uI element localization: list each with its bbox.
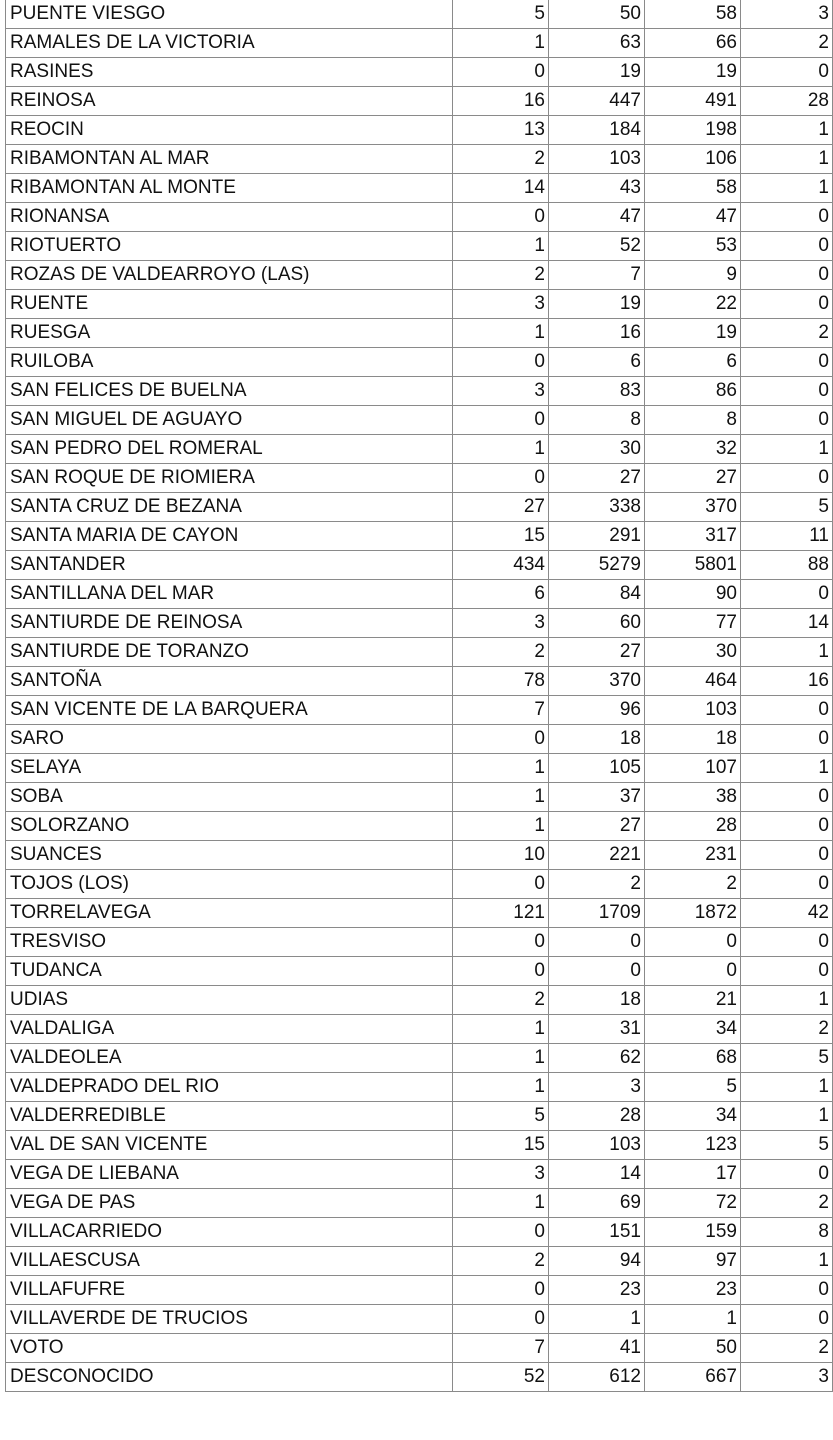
value-col-3-cell: 22: [645, 290, 741, 319]
value-col-1-cell: 434: [453, 551, 549, 580]
value-col-4-cell: 0: [741, 290, 833, 319]
value-col-2-cell: 50: [549, 0, 645, 29]
municipality-name-cell: VALDEPRADO DEL RIO: [6, 1073, 453, 1102]
value-col-3-cell: 34: [645, 1102, 741, 1131]
value-col-2-cell: 83: [549, 377, 645, 406]
municipality-name-cell: VILLAVERDE DE TRUCIOS: [6, 1305, 453, 1334]
value-col-2-cell: 37: [549, 783, 645, 812]
value-col-3-cell: 5: [645, 1073, 741, 1102]
municipality-name-cell: VOTO: [6, 1334, 453, 1363]
table-row: [6, 203, 833, 232]
value-col-2-cell: 30: [549, 435, 645, 464]
municipality-name-cell: RIBAMONTAN AL MAR: [6, 145, 453, 174]
value-col-1-cell: 6: [453, 580, 549, 609]
value-col-3-cell: 123: [645, 1131, 741, 1160]
value-col-2-cell: 0: [549, 928, 645, 957]
table-row: [6, 1102, 833, 1131]
municipality-name-cell: SANTIURDE DE REINOSA: [6, 609, 453, 638]
value-col-2-cell: 27: [549, 812, 645, 841]
value-col-4-cell: 8: [741, 1218, 833, 1247]
value-col-4-cell: 0: [741, 957, 833, 986]
table-row: [6, 493, 833, 522]
value-col-1-cell: 2: [453, 145, 549, 174]
value-col-3-cell: 5801: [645, 551, 741, 580]
value-col-1-cell: 1: [453, 1189, 549, 1218]
value-col-1-cell: 1: [453, 29, 549, 58]
value-col-4-cell: 0: [741, 928, 833, 957]
value-col-2-cell: 41: [549, 1334, 645, 1363]
municipality-name-cell: SANTANDER: [6, 551, 453, 580]
value-col-3-cell: 231: [645, 841, 741, 870]
table-row: [6, 1189, 833, 1218]
value-col-3-cell: 19: [645, 58, 741, 87]
value-col-3-cell: 66: [645, 29, 741, 58]
value-col-4-cell: 0: [741, 377, 833, 406]
value-col-4-cell: 14: [741, 609, 833, 638]
table-row: [6, 116, 833, 145]
value-col-4-cell: 16: [741, 667, 833, 696]
municipality-name-cell: SUANCES: [6, 841, 453, 870]
value-col-1-cell: 13: [453, 116, 549, 145]
value-col-3-cell: 491: [645, 87, 741, 116]
value-col-4-cell: 1: [741, 435, 833, 464]
value-col-3-cell: 103: [645, 696, 741, 725]
municipality-name-cell: RUENTE: [6, 290, 453, 319]
value-col-2-cell: 0: [549, 957, 645, 986]
value-col-2-cell: 28: [549, 1102, 645, 1131]
value-col-3-cell: 38: [645, 783, 741, 812]
value-col-2-cell: 69: [549, 1189, 645, 1218]
value-col-1-cell: 1: [453, 1015, 549, 1044]
value-col-4-cell: 5: [741, 1131, 833, 1160]
table-row: [6, 667, 833, 696]
value-col-2-cell: 221: [549, 841, 645, 870]
table-row: [6, 609, 833, 638]
value-col-2-cell: 14: [549, 1160, 645, 1189]
value-col-4-cell: 0: [741, 1305, 833, 1334]
table-row: [6, 725, 833, 754]
value-col-4-cell: 1: [741, 986, 833, 1015]
table-row: [6, 899, 833, 928]
value-col-4-cell: 0: [741, 203, 833, 232]
value-col-3-cell: 58: [645, 174, 741, 203]
value-col-4-cell: 2: [741, 1189, 833, 1218]
value-col-1-cell: 2: [453, 261, 549, 290]
value-col-4-cell: 0: [741, 261, 833, 290]
value-col-3-cell: 58: [645, 0, 741, 29]
municipality-name-cell: SARO: [6, 725, 453, 754]
table-row: [6, 1276, 833, 1305]
value-col-4-cell: 0: [741, 580, 833, 609]
table-row: [6, 377, 833, 406]
value-col-2-cell: 27: [549, 464, 645, 493]
municipality-name-cell: DESCONOCIDO: [6, 1363, 453, 1392]
value-col-4-cell: 0: [741, 870, 833, 899]
table-row: [6, 464, 833, 493]
value-col-4-cell: 0: [741, 783, 833, 812]
table-row: [6, 348, 833, 377]
value-col-4-cell: 1: [741, 1102, 833, 1131]
table-row: [6, 1073, 833, 1102]
value-col-2-cell: 94: [549, 1247, 645, 1276]
municipality-name-cell: VILLAFUFRE: [6, 1276, 453, 1305]
value-col-2-cell: 1709: [549, 899, 645, 928]
value-col-1-cell: 16: [453, 87, 549, 116]
value-col-1-cell: 1: [453, 435, 549, 464]
table-row: [6, 145, 833, 174]
municipality-name-cell: RUILOBA: [6, 348, 453, 377]
value-col-1-cell: 2: [453, 986, 549, 1015]
table-row: [6, 290, 833, 319]
municipality-name-cell: RASINES: [6, 58, 453, 87]
municipality-name-cell: VILLACARRIEDO: [6, 1218, 453, 1247]
municipality-name-cell: SAN FELICES DE BUELNA: [6, 377, 453, 406]
table-row: [6, 261, 833, 290]
value-col-1-cell: 27: [453, 493, 549, 522]
value-col-4-cell: 42: [741, 899, 833, 928]
value-col-4-cell: 1: [741, 638, 833, 667]
value-col-3-cell: 32: [645, 435, 741, 464]
value-col-1-cell: 0: [453, 1305, 549, 1334]
value-col-4-cell: 1: [741, 754, 833, 783]
value-col-4-cell: 2: [741, 29, 833, 58]
value-col-1-cell: 14: [453, 174, 549, 203]
table-row: [6, 1363, 833, 1392]
municipality-name-cell: PUENTE VIESGO: [6, 0, 453, 29]
value-col-2-cell: 447: [549, 87, 645, 116]
municipality-name-cell: RUESGA: [6, 319, 453, 348]
value-col-3-cell: 198: [645, 116, 741, 145]
table-body: [6, 0, 833, 1392]
value-col-4-cell: 0: [741, 406, 833, 435]
municipality-name-cell: SANTA MARIA DE CAYON: [6, 522, 453, 551]
value-col-1-cell: 3: [453, 1160, 549, 1189]
value-col-2-cell: 19: [549, 290, 645, 319]
table-row: [6, 1247, 833, 1276]
value-col-3-cell: 0: [645, 928, 741, 957]
municipality-name-cell: SOLORZANO: [6, 812, 453, 841]
value-col-2-cell: 151: [549, 1218, 645, 1247]
table-row: [6, 754, 833, 783]
municipality-name-cell: SAN MIGUEL DE AGUAYO: [6, 406, 453, 435]
value-col-2-cell: 31: [549, 1015, 645, 1044]
value-col-1-cell: 0: [453, 406, 549, 435]
value-col-4-cell: 5: [741, 493, 833, 522]
value-col-4-cell: 88: [741, 551, 833, 580]
value-col-4-cell: 0: [741, 232, 833, 261]
value-col-3-cell: 8: [645, 406, 741, 435]
value-col-2-cell: 27: [549, 638, 645, 667]
table-row: [6, 928, 833, 957]
table-row: [6, 1131, 833, 1160]
value-col-1-cell: 0: [453, 464, 549, 493]
value-col-1-cell: 2: [453, 638, 549, 667]
value-col-4-cell: 1: [741, 1073, 833, 1102]
municipality-name-cell: RAMALES DE LA VICTORIA: [6, 29, 453, 58]
table-row: [6, 87, 833, 116]
value-col-4-cell: 0: [741, 696, 833, 725]
municipality-name-cell: ROZAS DE VALDEARROYO (LAS): [6, 261, 453, 290]
value-col-2-cell: 43: [549, 174, 645, 203]
value-col-4-cell: 0: [741, 841, 833, 870]
value-col-1-cell: 7: [453, 696, 549, 725]
table-row: [6, 1015, 833, 1044]
value-col-1-cell: 15: [453, 1131, 549, 1160]
value-col-4-cell: 0: [741, 1160, 833, 1189]
value-col-3-cell: 370: [645, 493, 741, 522]
value-col-1-cell: 0: [453, 1218, 549, 1247]
value-col-3-cell: 107: [645, 754, 741, 783]
table-row: [6, 1044, 833, 1073]
table-row: [6, 0, 833, 29]
value-col-2-cell: 62: [549, 1044, 645, 1073]
value-col-2-cell: 84: [549, 580, 645, 609]
municipality-name-cell: VALDALIGA: [6, 1015, 453, 1044]
value-col-2-cell: 6: [549, 348, 645, 377]
value-col-4-cell: 1: [741, 174, 833, 203]
municipality-name-cell: SANTILLANA DEL MAR: [6, 580, 453, 609]
municipality-name-cell: TOJOS (LOS): [6, 870, 453, 899]
value-col-2-cell: 96: [549, 696, 645, 725]
value-col-3-cell: 18: [645, 725, 741, 754]
municipality-name-cell: VALDEOLEA: [6, 1044, 453, 1073]
value-col-1-cell: 5: [453, 1102, 549, 1131]
municipality-name-cell: SANTOÑA: [6, 667, 453, 696]
value-col-1-cell: 3: [453, 609, 549, 638]
value-col-3-cell: 19: [645, 319, 741, 348]
municipality-name-cell: SANTA CRUZ DE BEZANA: [6, 493, 453, 522]
table-row: [6, 551, 833, 580]
table-row: [6, 1305, 833, 1334]
value-col-4-cell: 28: [741, 87, 833, 116]
municipality-name-cell: VEGA DE LIEBANA: [6, 1160, 453, 1189]
table-row: [6, 232, 833, 261]
table-row: [6, 1334, 833, 1363]
value-col-4-cell: 2: [741, 319, 833, 348]
value-col-3-cell: 0: [645, 957, 741, 986]
value-col-1-cell: 1: [453, 232, 549, 261]
municipality-data-table: [5, 0, 833, 1392]
value-col-2-cell: 7: [549, 261, 645, 290]
value-col-1-cell: 1: [453, 754, 549, 783]
value-col-1-cell: 1: [453, 783, 549, 812]
table-row: [6, 841, 833, 870]
value-col-2-cell: 1: [549, 1305, 645, 1334]
value-col-1-cell: 121: [453, 899, 549, 928]
value-col-4-cell: 0: [741, 348, 833, 377]
value-col-2-cell: 291: [549, 522, 645, 551]
value-col-4-cell: 0: [741, 725, 833, 754]
value-col-2-cell: 184: [549, 116, 645, 145]
value-col-2-cell: 16: [549, 319, 645, 348]
value-col-3-cell: 106: [645, 145, 741, 174]
table-row: [6, 522, 833, 551]
value-col-4-cell: 2: [741, 1334, 833, 1363]
value-col-3-cell: 17: [645, 1160, 741, 1189]
value-col-4-cell: 1: [741, 1247, 833, 1276]
value-col-3-cell: 21: [645, 986, 741, 1015]
value-col-2-cell: 19: [549, 58, 645, 87]
value-col-2-cell: 105: [549, 754, 645, 783]
value-col-3-cell: 90: [645, 580, 741, 609]
value-col-3-cell: 86: [645, 377, 741, 406]
value-col-4-cell: 11: [741, 522, 833, 551]
municipality-name-cell: SANTIURDE DE TORANZO: [6, 638, 453, 667]
value-col-1-cell: 78: [453, 667, 549, 696]
value-col-2-cell: 3: [549, 1073, 645, 1102]
table-row: [6, 783, 833, 812]
value-col-3-cell: 72: [645, 1189, 741, 1218]
value-col-4-cell: 2: [741, 1015, 833, 1044]
table-row: [6, 1160, 833, 1189]
value-col-3-cell: 47: [645, 203, 741, 232]
table-row: [6, 319, 833, 348]
municipality-name-cell: RIBAMONTAN AL MONTE: [6, 174, 453, 203]
value-col-2-cell: 63: [549, 29, 645, 58]
municipality-name-cell: SAN PEDRO DEL ROMERAL: [6, 435, 453, 464]
table-row: [6, 174, 833, 203]
value-col-3-cell: 50: [645, 1334, 741, 1363]
value-col-3-cell: 6: [645, 348, 741, 377]
value-col-1-cell: 1: [453, 812, 549, 841]
value-col-1-cell: 0: [453, 1276, 549, 1305]
municipality-name-cell: REOCIN: [6, 116, 453, 145]
value-col-3-cell: 1: [645, 1305, 741, 1334]
table-row: [6, 957, 833, 986]
municipality-name-cell: TUDANCA: [6, 957, 453, 986]
municipality-name-cell: UDIAS: [6, 986, 453, 1015]
value-col-3-cell: 68: [645, 1044, 741, 1073]
value-col-2-cell: 103: [549, 145, 645, 174]
value-col-3-cell: 2: [645, 870, 741, 899]
value-col-1-cell: 1: [453, 1044, 549, 1073]
municipality-name-cell: SAN VICENTE DE LA BARQUERA: [6, 696, 453, 725]
municipality-name-cell: VILLAESCUSA: [6, 1247, 453, 1276]
value-col-1-cell: 0: [453, 348, 549, 377]
table-row: [6, 406, 833, 435]
municipality-name-cell: RIONANSA: [6, 203, 453, 232]
value-col-2-cell: 5279: [549, 551, 645, 580]
value-col-1-cell: 2: [453, 1247, 549, 1276]
table-row: [6, 580, 833, 609]
municipality-name-cell: VEGA DE PAS: [6, 1189, 453, 1218]
value-col-1-cell: 3: [453, 290, 549, 319]
value-col-4-cell: 0: [741, 464, 833, 493]
value-col-4-cell: 0: [741, 812, 833, 841]
value-col-1-cell: 10: [453, 841, 549, 870]
value-col-3-cell: 9: [645, 261, 741, 290]
table-row: [6, 435, 833, 464]
table-row: [6, 696, 833, 725]
municipality-name-cell: RIOTUERTO: [6, 232, 453, 261]
value-col-1-cell: 1: [453, 1073, 549, 1102]
value-col-4-cell: 0: [741, 58, 833, 87]
municipality-name-cell: VALDERREDIBLE: [6, 1102, 453, 1131]
value-col-2-cell: 47: [549, 203, 645, 232]
value-col-1-cell: 1: [453, 319, 549, 348]
value-col-2-cell: 370: [549, 667, 645, 696]
municipality-name-cell: SAN ROQUE DE RIOMIERA: [6, 464, 453, 493]
value-col-3-cell: 1872: [645, 899, 741, 928]
value-col-4-cell: 1: [741, 145, 833, 174]
value-col-4-cell: 3: [741, 0, 833, 29]
municipality-name-cell: TORRELAVEGA: [6, 899, 453, 928]
value-col-2-cell: 60: [549, 609, 645, 638]
value-col-3-cell: 30: [645, 638, 741, 667]
value-col-1-cell: 0: [453, 58, 549, 87]
table-row: [6, 870, 833, 899]
value-col-2-cell: 103: [549, 1131, 645, 1160]
table-row: [6, 1218, 833, 1247]
value-col-4-cell: 1: [741, 116, 833, 145]
value-col-3-cell: 667: [645, 1363, 741, 1392]
municipality-name-cell: SOBA: [6, 783, 453, 812]
value-col-2-cell: 52: [549, 232, 645, 261]
value-col-2-cell: 18: [549, 725, 645, 754]
value-col-3-cell: 34: [645, 1015, 741, 1044]
value-col-3-cell: 159: [645, 1218, 741, 1247]
value-col-1-cell: 0: [453, 957, 549, 986]
value-col-1-cell: 3: [453, 377, 549, 406]
value-col-1-cell: 0: [453, 870, 549, 899]
table-row: [6, 29, 833, 58]
value-col-2-cell: 338: [549, 493, 645, 522]
value-col-1-cell: 5: [453, 0, 549, 29]
value-col-1-cell: 15: [453, 522, 549, 551]
value-col-1-cell: 0: [453, 725, 549, 754]
value-col-2-cell: 23: [549, 1276, 645, 1305]
value-col-2-cell: 2: [549, 870, 645, 899]
value-col-3-cell: 28: [645, 812, 741, 841]
value-col-4-cell: 3: [741, 1363, 833, 1392]
table-row: [6, 986, 833, 1015]
municipality-name-cell: VAL DE SAN VICENTE: [6, 1131, 453, 1160]
value-col-2-cell: 18: [549, 986, 645, 1015]
value-col-3-cell: 464: [645, 667, 741, 696]
value-col-1-cell: 0: [453, 928, 549, 957]
value-col-3-cell: 23: [645, 1276, 741, 1305]
municipality-name-cell: SELAYA: [6, 754, 453, 783]
table-row: [6, 638, 833, 667]
value-col-3-cell: 77: [645, 609, 741, 638]
municipality-name-cell: REINOSA: [6, 87, 453, 116]
value-col-3-cell: 97: [645, 1247, 741, 1276]
value-col-1-cell: 7: [453, 1334, 549, 1363]
municipality-name-cell: TRESVISO: [6, 928, 453, 957]
table-row: [6, 812, 833, 841]
value-col-3-cell: 317: [645, 522, 741, 551]
value-col-4-cell: 0: [741, 1276, 833, 1305]
value-col-1-cell: 0: [453, 203, 549, 232]
value-col-1-cell: 52: [453, 1363, 549, 1392]
value-col-4-cell: 5: [741, 1044, 833, 1073]
value-col-2-cell: 612: [549, 1363, 645, 1392]
table-row: [6, 58, 833, 87]
value-col-3-cell: 27: [645, 464, 741, 493]
value-col-3-cell: 53: [645, 232, 741, 261]
value-col-2-cell: 8: [549, 406, 645, 435]
